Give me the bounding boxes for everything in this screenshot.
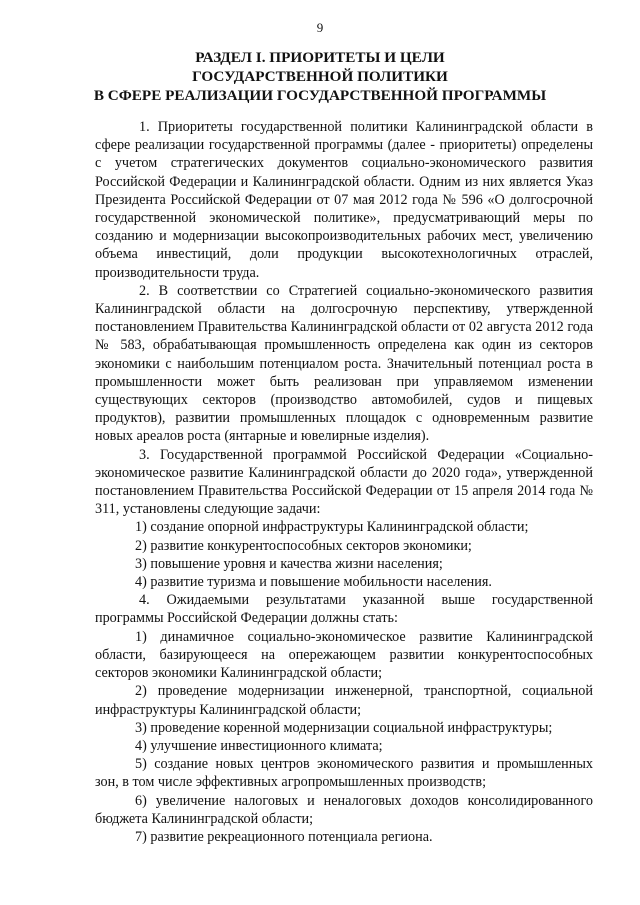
paragraph-3: 3. Государственной программой Российской Федерации «Социально-экономическое развитие Калининградской области до 2020 года», утвержденной постановлением Правительства Российской Федерации от 15 апреля 2014 года № 311, установлены следующие задачи:	[95, 446, 593, 518]
page-number: 9	[316, 20, 324, 35]
section-title-line-1: РАЗДЕЛ I. ПРИОРИТЕТЫ И ЦЕЛИ	[195, 49, 445, 66]
result-item: 7) развитие рекреационного потенциала региона.	[135, 828, 433, 845]
paragraph-1: 1. Приоритеты государственной политики Калининградской области в сфере реализации государственной программы (далее - приоритеты) определены с учетом стратегических документов социально-экономического развития Российской Федерации и Калининградской области. Одним из них является Указ Президента Российской Федерации от 07 мая 2012 года № 596 «О долгосрочной государственной экономической политике», предусматривающий меры по созданию и модернизации высокопроизводительных рабочих мест, увеличению объема инвестиций, доли продукции высокотехнологичных отраслей, производительности труда.	[95, 119, 593, 281]
section-title-line-3: В СФЕРЕ РЕАЛИЗАЦИИ ГОСУДАРСТВЕННОЙ ПРОГРАММЫ	[93, 87, 547, 104]
paragraph-2: 2. В соответствии со Стратегией социально-экономического развития Калининградской области на долгосрочную перспективу, утвержденной постановлением Правительства Калининградской области от 02 августа 2012 года № 583, обрабатывающая промышленность определена как один из секторов экономики с наибольшим потенциалом роста. Значительный потенциал роста в промышленности может быть реализован при управляемом изменении существующих секторов (производство автомобилей, судов и пищевых продуктов), развитии промышленных площадок с одновременным развитие новых ареалов роста (янтарные и ювелирные изделия).	[95, 282, 593, 445]
section-title-line-2: ГОСУДАРСТВЕННОЙ ПОЛИТИКИ	[192, 68, 448, 85]
section-title	[60, 48, 580, 105]
result-item: 6) увеличение налоговых и неналоговых доходов консолидированного бюджета Калининградской области;	[95, 792, 593, 827]
task-item: 2) развитие конкурентоспособных секторов экономики;	[135, 537, 472, 554]
result-item: 2) проведение модернизации инженерной, транспортной, социальной инфраструктуры Калининградской области;	[95, 683, 593, 718]
result-item: 4) улучшение инвестиционного климата;	[135, 737, 383, 754]
task-item: 3) повышение уровня и качества жизни населения;	[135, 555, 443, 572]
document-body	[95, 118, 593, 846]
result-item: 5) создание новых центров экономического развития и промышленных зон, в том числе эффективных агропромышленных производств;	[95, 756, 593, 791]
task-item: 4) развитие туризма и повышение мобильности населения.	[135, 574, 492, 591]
paragraph-4: 4. Ожидаемыми результатами указанной выше государственной программы Российской Федерации должны стать:	[95, 592, 593, 627]
task-item: 1) создание опорной инфраструктуры Калининградской области;	[135, 519, 529, 536]
result-item: 1) динамичное социально-экономическое развитие Калининградской области, базирующееся на опережающем развитии конкурентоспособных секторов экономики Калининградской области;	[95, 628, 593, 682]
result-item: 3) проведение коренной модернизации социальной инфраструктуры;	[135, 719, 553, 736]
